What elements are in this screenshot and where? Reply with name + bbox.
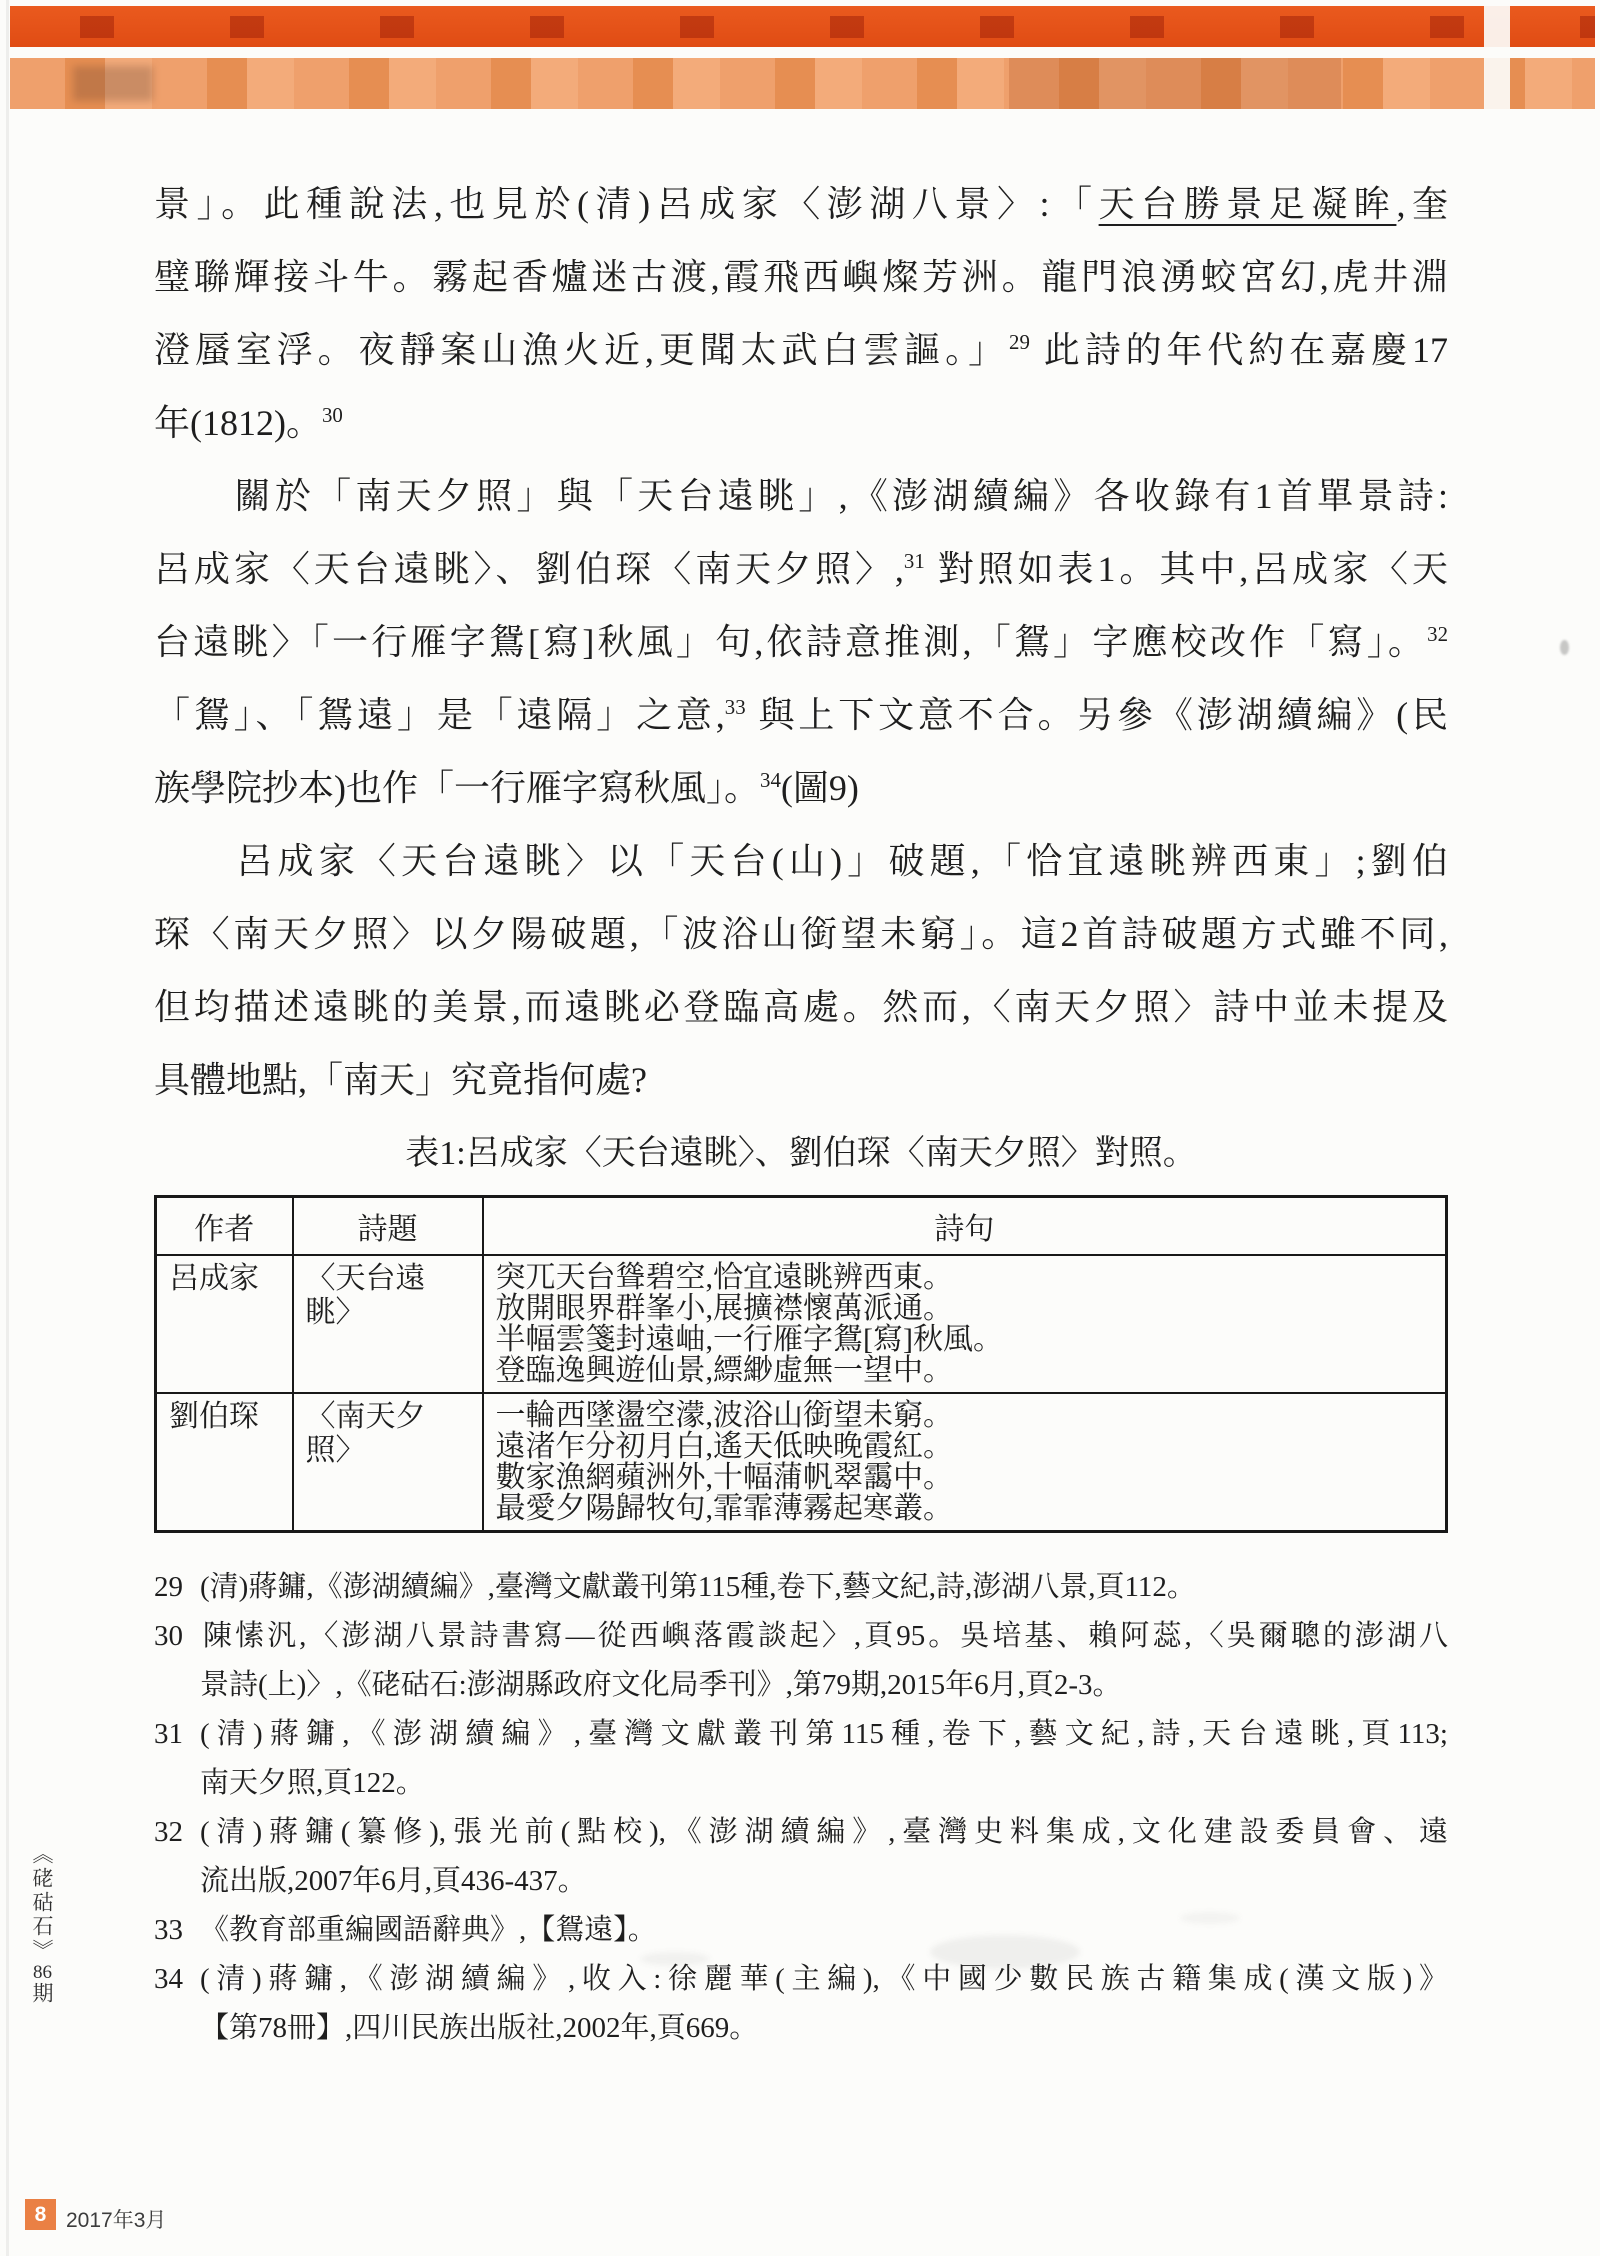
author-cell: 呂成家 <box>156 1255 293 1393</box>
text-segment: 與上下文意不合。另參《澎湖續編》(民 <box>745 695 1448 735</box>
cover-strip-top <box>10 6 1595 47</box>
footnote-line <box>154 1661 1448 1710</box>
text-segment: 景詩(上)〉,《硓𥑮石:澎湖縣政府文化局季刊》,第79期,2015年6月,頁2-3。 <box>200 1669 1122 1701</box>
poem-comparison-table <box>154 1195 1448 1533</box>
author-cell: 劉伯琛 <box>156 1393 293 1532</box>
footnote-line <box>154 1955 1448 2004</box>
table-header-row <box>156 1197 1447 1256</box>
footnote-line <box>154 1759 1448 1808</box>
footnote <box>154 1808 1448 1906</box>
verse-line: 登臨逸興遊仙景,縹緲虛無一望中。 <box>495 1354 953 1387</box>
scan-artifact <box>930 1935 1080 1969</box>
footnote-ref: 34 <box>760 768 781 792</box>
issue-date: 2017年3月 <box>66 2209 167 2232</box>
verse-line: 半幅雲箋封遠岫,一行雁字鴛[寫]秋風。 <box>495 1323 1003 1356</box>
text-segment: ,奎 <box>1396 184 1448 224</box>
text-segment: 陳愫汎,〈澎湖八景詩書寫—從西嶼落霞談起〉,頁95。吳培基、賴阿蕊,〈吳爾聰的澎湖八 <box>200 1620 1448 1652</box>
verse-line: 一輪西墜盪空濛,波浴山銜望未窮。 <box>495 1399 953 1432</box>
footnotes <box>154 1563 1448 2053</box>
table-body <box>156 1255 1447 1532</box>
footnote-ref: 30 <box>321 403 343 427</box>
table-row <box>156 1393 1447 1532</box>
underlined-phrase: 天台勝景足凝眸 <box>1098 184 1397 224</box>
text-line <box>154 606 1448 679</box>
text-segment: 「鴛」、「鴛遠」是「遠隔」之意, <box>154 695 725 735</box>
journal-title: 《硓𥑮石》 <box>30 1843 54 1963</box>
text-line <box>154 387 1448 460</box>
text-segment: 澄蜃室浮。夜靜案山漁火近,更聞太武白雲謳。」 <box>154 330 1010 370</box>
text-segment: (清)蔣鏞,《澎湖續編》,收入:徐麗華(主編),《中國少數民族古籍集成(漢文版)》 <box>200 1963 1448 1995</box>
verse-line: 突兀天台聳碧空,恰宜遠眺辨西東。 <box>495 1261 953 1294</box>
column-header: 詩句 <box>483 1197 1447 1256</box>
text-segment: 【第78冊】,四川民族出版社,2002年,頁669。 <box>200 2012 759 2044</box>
issue-number: 86 <box>33 1963 52 1982</box>
verse-line: 遠渚乍分初月白,遙天低映晚霞紅。 <box>495 1430 953 1463</box>
text-line <box>154 241 1448 314</box>
table-caption: 表1:呂成家〈天台遠眺〉、劉伯琛〈南天夕照〉對照。 <box>405 1135 1197 1172</box>
band-gap <box>1484 3 1510 50</box>
footnote <box>154 1955 1448 2053</box>
footnote-ref: 33 <box>724 695 746 719</box>
footnote-ref: 29 <box>1009 330 1030 354</box>
text-line <box>154 314 1448 387</box>
footnote-number: 34 <box>154 1963 183 1995</box>
footnote-number: 30 <box>154 1620 183 1652</box>
body-paragraphs <box>154 168 1448 1117</box>
footnote-number: 32 <box>154 1816 183 1848</box>
footnote-number: 31 <box>154 1718 183 1750</box>
poem-title-cell: 〈南天夕照〉 <box>293 1393 483 1532</box>
text-segment: 呂成家〈天台遠眺〉以「天台(山)」破題,「恰宜遠眺辨西東」;劉伯 <box>154 841 1448 881</box>
table-row <box>156 1255 1447 1393</box>
footnote-line <box>154 1857 1448 1906</box>
text-line <box>154 752 1448 825</box>
footnote-ref: 32 <box>1427 622 1448 646</box>
column-header: 作者 <box>156 1197 293 1256</box>
footnote <box>154 1612 1448 1710</box>
text-segment: 但均描述遠眺的美景,而遠眺必登臨高處。然而,〈南天夕照〉詩中並未提及 <box>154 987 1448 1027</box>
text-segment: 具體地點,「南天」究竟指何處? <box>154 1060 647 1100</box>
text-segment: 呂成家〈天台遠眺〉、劉伯琛〈南天夕照〉, <box>154 549 904 589</box>
band-gap <box>1484 55 1510 112</box>
footnote <box>154 1710 1448 1808</box>
footnote-number: 33 <box>154 1914 183 1946</box>
text-line <box>154 679 1448 752</box>
text-segment: 璧聯輝接斗牛。霧起香爐迷古渡,霞飛西嶼燦芳洲。龍門浪湧蛟宮幻,虎井淵 <box>154 257 1448 297</box>
paragraph <box>154 168 1448 460</box>
text-segment: (清)蔣鏞,《澎湖續編》,臺灣文獻叢刊第115種,卷下,藝文紀,詩,天台遠眺,頁113; <box>200 1718 1448 1750</box>
issue-label: 期 <box>30 1982 54 2006</box>
footnote-line <box>154 2004 1448 2053</box>
footnote-ref: 31 <box>903 549 925 573</box>
page-number-badge: 8 <box>25 2199 56 2230</box>
text-segment: 台遠眺〉「一行雁字鴛[寫]秋風」句,依詩意推測,「鴛」字應校改作「寫」。 <box>154 622 1428 662</box>
footnote <box>154 1906 1448 1955</box>
footnote-line <box>154 1612 1448 1661</box>
text-line <box>154 898 1448 971</box>
text-segment: 關於「南天夕照」與「天台遠眺」,《澎湖續編》各收錄有1首單景詩: <box>154 476 1448 516</box>
text-segment: 景」。此種說法,也見於(清)呂成家〈澎湖八景〉:「 <box>154 184 1099 224</box>
text-line <box>154 460 1448 533</box>
text-line <box>154 168 1448 241</box>
text-segment: (清)蔣鏞,《澎湖續編》,臺灣文獻叢刊第115種,卷下,藝文紀,詩,澎湖八景,頁112。 <box>200 1571 1196 1603</box>
scan-edge-shadow <box>6 0 9 2256</box>
scan-artifact <box>1560 640 1569 655</box>
text-segment: 族學院抄本)也作「一行雁字寫秋風」。 <box>154 768 760 808</box>
footnote-line <box>154 1906 1448 1955</box>
scan-artifact <box>640 1952 710 1966</box>
paragraph <box>154 460 1448 825</box>
column-header: 詩題 <box>293 1197 483 1256</box>
text-segment: 流出版,2007年6月,頁436-437。 <box>200 1865 587 1897</box>
text-line <box>154 971 1448 1044</box>
text-line <box>154 825 1448 898</box>
text-segment: 南天夕照,頁122。 <box>200 1767 425 1799</box>
verse-cell <box>483 1393 1447 1532</box>
verse-line: 放開眼界群峯小,展擴襟懷萬派通。 <box>495 1292 953 1325</box>
footnote-line <box>154 1710 1448 1759</box>
text-line <box>154 533 1448 606</box>
scan-artifact <box>1180 1912 1240 1924</box>
paragraph <box>154 825 1448 1117</box>
footnote-line <box>154 1563 1448 1612</box>
text-segment: 琛〈南天夕照〉以夕陽破題,「波浴山銜望未窮」。這2首詩破題方式雖不同, <box>154 914 1448 954</box>
text-segment: 此詩的年代約在嘉慶17 <box>1029 330 1448 370</box>
article-body <box>154 168 1448 2053</box>
cover-strip-bottom <box>10 58 1595 109</box>
footnote-number: 29 <box>154 1571 183 1603</box>
text-line <box>154 1044 1448 1117</box>
text-segment: 年(1812)。 <box>154 403 322 443</box>
text-segment: 《教育部重編國語辭典》,【鴛遠】。 <box>200 1914 657 1946</box>
text-segment: (圖9) <box>780 768 859 808</box>
verse-cell <box>483 1255 1447 1393</box>
text-segment: (清)蔣鏞(纂修),張光前(點校),《澎湖續編》,臺灣史料集成,文化建設委員會、遠 <box>200 1816 1448 1848</box>
journal-spine <box>27 1843 57 2006</box>
text-segment: 對照如表1。其中,呂成家〈天 <box>924 549 1448 589</box>
footnote <box>154 1563 1448 1612</box>
verse-line: 最愛夕陽歸牧句,霏霏薄霧起寒叢。 <box>495 1492 953 1525</box>
poem-title-cell: 〈天台遠眺〉 <box>293 1255 483 1393</box>
verse-line: 數家漁網蘋洲外,十幅蒲帆翠靄中。 <box>495 1461 953 1494</box>
footnote-line <box>154 1808 1448 1857</box>
